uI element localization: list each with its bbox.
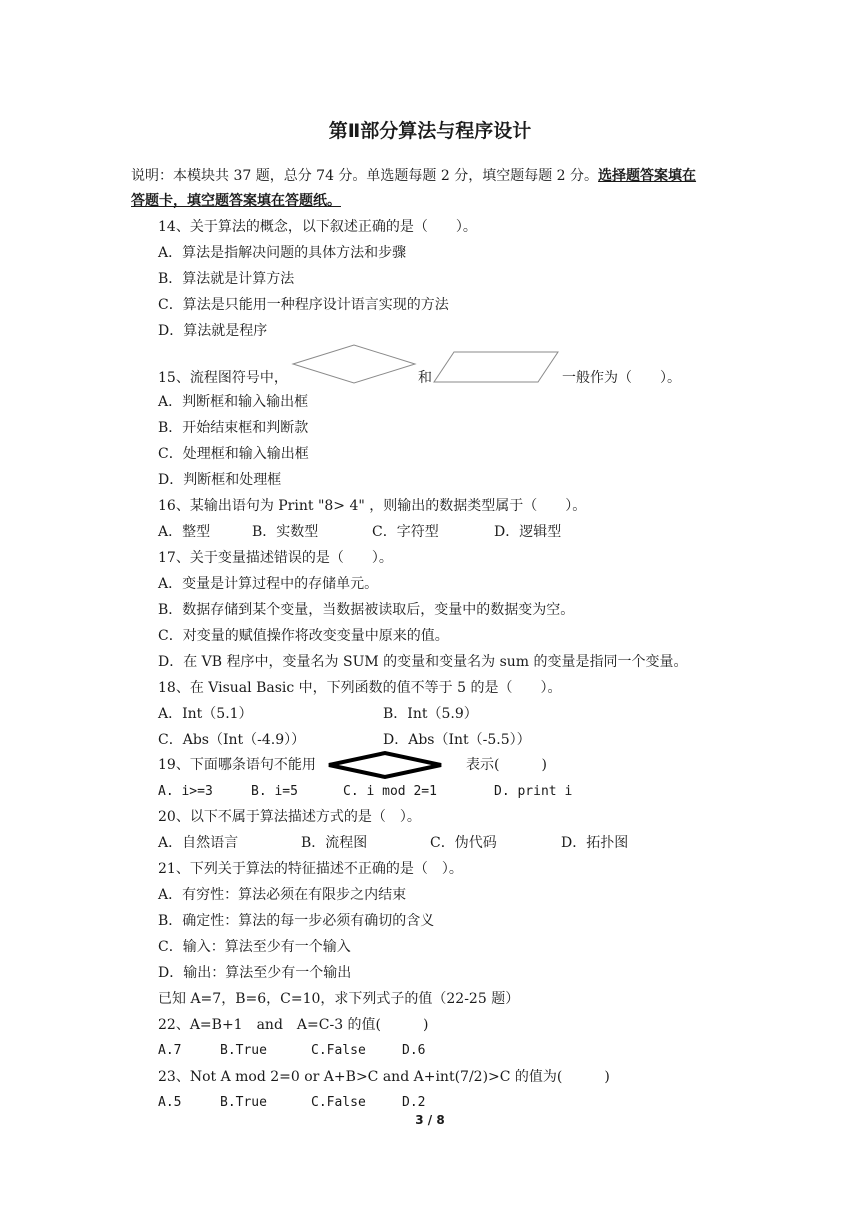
q22-option-a: A.7: [158, 1043, 182, 1058]
q16-option-a: A．整型: [158, 524, 211, 540]
q19-option-c: C. i mod 2=1: [343, 784, 437, 799]
q14-stem: 14、关于算法的概念，以下叙述正确的是（ ）。: [158, 219, 477, 235]
q15-stem-suffix: 一般作为（ ）。: [562, 370, 681, 386]
given-values: 已知 A=7，B=6，C=10，求下列式子的值（22-25 题）: [158, 991, 520, 1007]
decision-diamond-icon: [291, 343, 417, 385]
q16-option-d: D．逻辑型: [494, 524, 562, 540]
q23-stem: 23、Not A mod 2=0 or A+B>C and A+int(7/2)>C 的值为( ): [158, 1069, 610, 1085]
q14-option-d: D．算法就是程序: [158, 323, 268, 339]
intro-text: 说明：本模块共 37 题，总分 74 分。单选题每题 2 分，填空题每题 2 分。: [131, 168, 599, 184]
q15-stem-prefix: 15、流程图符号中，: [158, 370, 288, 386]
q18-option-a: A．Int（5.1）: [158, 706, 253, 722]
q19-stem-prefix: 19、下面哪条语句不能用: [158, 757, 316, 773]
q21-stem: 21、下列关于算法的特征描述不正确的是（ ）。: [158, 861, 463, 877]
q17-option-b: B．数据存储到某个变量，当数据被读取后，变量中的数据变为空。: [158, 602, 575, 618]
q22-option-c: C.False: [311, 1043, 366, 1058]
q18-option-c: C．Abs（Int（-4.9））: [158, 732, 306, 748]
q20-option-c: C．伪代码: [430, 835, 497, 851]
q23-option-d: D.2: [402, 1095, 426, 1110]
q15-option-a: A．判断框和输入输出框: [158, 394, 309, 410]
q17-stem: 17、关于变量描述错误的是（ ）。: [158, 550, 393, 566]
q20-option-b: B．流程图: [301, 835, 368, 851]
q22-option-b: B.True: [220, 1043, 267, 1058]
q23-option-b: B.True: [220, 1095, 267, 1110]
q20-option-d: D．拓扑图: [561, 835, 629, 851]
q21-option-a: A．有穷性：算法必须在有限步之内结束: [158, 887, 407, 903]
q19-option-d: D. print i: [494, 784, 573, 799]
q14-option-b: B．算法就是计算方法: [158, 271, 295, 287]
intro-bold-a: 选择题答案填在: [598, 168, 697, 184]
q15-option-d: D．判断框和处理框: [158, 472, 282, 488]
q15-stem-mid: 和: [418, 370, 432, 386]
q19-option-b: B. i=5: [251, 784, 298, 799]
q18-option-b: B．Int（5.9）: [383, 706, 478, 722]
q19-stem-suffix: 表示( ): [466, 757, 547, 773]
intro-line-1: [131, 167, 696, 185]
intro-bold-b: 答题卡，填空题答案填在答题纸。: [131, 193, 341, 209]
q18-stem: 18、在 Visual Basic 中，下列函数的值不等于 5 的是（ ）。: [158, 680, 562, 696]
q14-option-c: C．算法是只能用一种程序设计语言实现的方法: [158, 297, 449, 313]
decision-diamond-bold-icon: [326, 750, 444, 780]
q17-option-a: A．变量是计算过程中的存储单元。: [158, 576, 379, 592]
q21-option-d: D．输出：算法至少有一个输出: [158, 965, 352, 981]
q21-option-b: B．确定性：算法的每一步必须有确切的含义: [158, 913, 435, 929]
q20-option-a: A．自然语言: [158, 835, 239, 851]
q20-stem: 20、以下不属于算法描述方式的是（ ）。: [158, 809, 421, 825]
q17-option-c: C．对变量的赋值操作将改变变量中原来的值。: [158, 628, 449, 644]
q16-option-b: B．实数型: [252, 524, 319, 540]
q22-stem: 22、A=B+1 and A=C-3 的值( ): [158, 1017, 429, 1033]
q15-option-b: B．开始结束框和判断款: [158, 420, 309, 436]
q16-option-c: C．字符型: [372, 524, 439, 540]
q17-option-d: D．在 VB 程序中，变量名为 SUM 的变量和变量名为 sum 的变量是指同一个变量。: [158, 654, 688, 670]
q18-option-d: D．Abs（Int（-5.5））: [383, 732, 531, 748]
q16-stem: 16、某输出语句为 Print "8> 4" ，则输出的数据类型属于（ ）。: [158, 498, 587, 514]
q23-option-a: A.5: [158, 1095, 182, 1110]
q23-option-c: C.False: [311, 1095, 366, 1110]
parallelogram-io-icon: [432, 350, 560, 384]
q15-option-c: C．处理框和输入输出框: [158, 446, 309, 462]
q19-option-a: A. i>=3: [158, 784, 213, 799]
q22-option-d: D.6: [402, 1043, 426, 1058]
q14-option-a: A．算法是指解决问题的具体方法和步骤: [158, 245, 407, 261]
page-number: 3 / 8: [415, 1113, 445, 1127]
section-title: 第Ⅱ部分算法与程序设计: [328, 120, 532, 142]
q21-option-c: C．输入：算法至少有一个输入: [158, 939, 351, 955]
